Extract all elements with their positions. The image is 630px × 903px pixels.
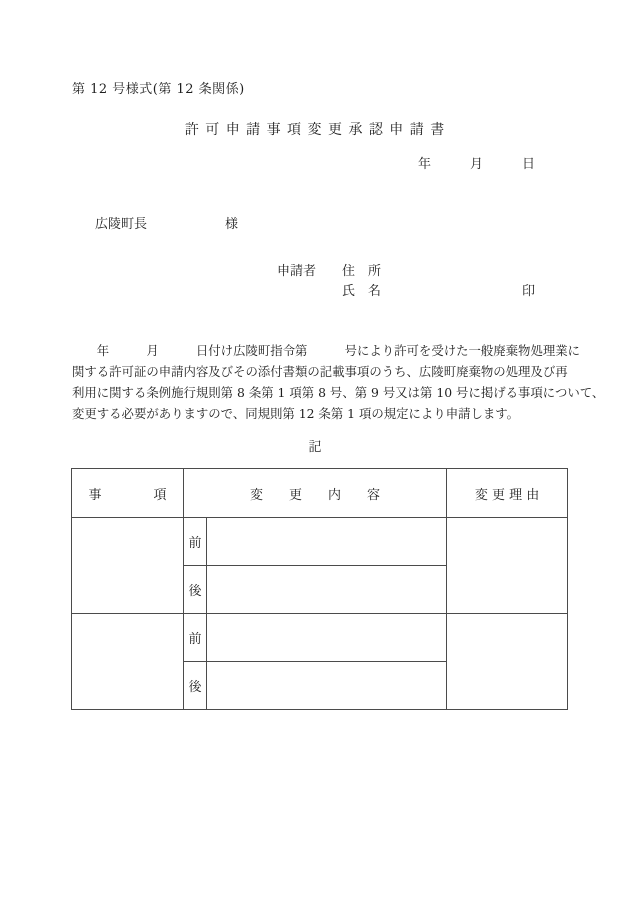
body-line: 利用に関する条例施行規則第 8 条第 1 項第 8 号、第 9 号又は第 10 号に掲げる事項について、 [72,385,605,400]
content-before-cell [207,518,447,566]
reason-cell [447,614,568,710]
form-number: 第 12 号様式(第 12 条関係) [72,82,245,97]
change-table [71,468,568,710]
applicant-name-line [277,282,535,302]
content-header: 変 更 内 容 [184,469,447,518]
item-cell [72,518,184,614]
after-label: 後 [184,662,207,710]
body-line: 関する許可証の申請内容及びその添付書類の記載事項のうち、広陵町廃棄物の処理及び再 [72,364,568,379]
content-before-cell [207,614,447,662]
applicant-block [277,262,535,302]
date-line: 年 月 日 [417,157,535,172]
applicant-address-line: 申請者 住 所 [277,264,382,279]
note-heading: 記 [308,440,322,455]
item-header: 事 項 [72,469,184,518]
page-title: 許 可 申 請 事 項 変 更 承 認 申 請 書 [184,122,446,138]
table-header-row [72,469,568,518]
before-label: 前 [184,614,207,662]
body-line: 年 月 日付け広陵町指令第 号により許可を受けた一般廃棄物処理業に [72,343,581,358]
table-row [72,614,568,662]
seal-label: 印 [521,284,535,299]
applicant-name-label: 氏 名 [277,284,382,299]
content-after-cell [207,566,447,614]
addressee-line: 広陵町長 様 [95,217,239,232]
item-cell [72,614,184,710]
before-label: 前 [184,518,207,566]
after-label: 後 [184,566,207,614]
table-row [72,518,568,566]
body-paragraph [72,340,605,424]
content-after-cell [207,662,447,710]
body-line: 変更する必要がありますので、同規則第 12 条第 1 項の規定により申請します。 [72,406,520,421]
reason-header: 変 更 理 由 [447,469,568,518]
reason-cell [447,518,568,614]
